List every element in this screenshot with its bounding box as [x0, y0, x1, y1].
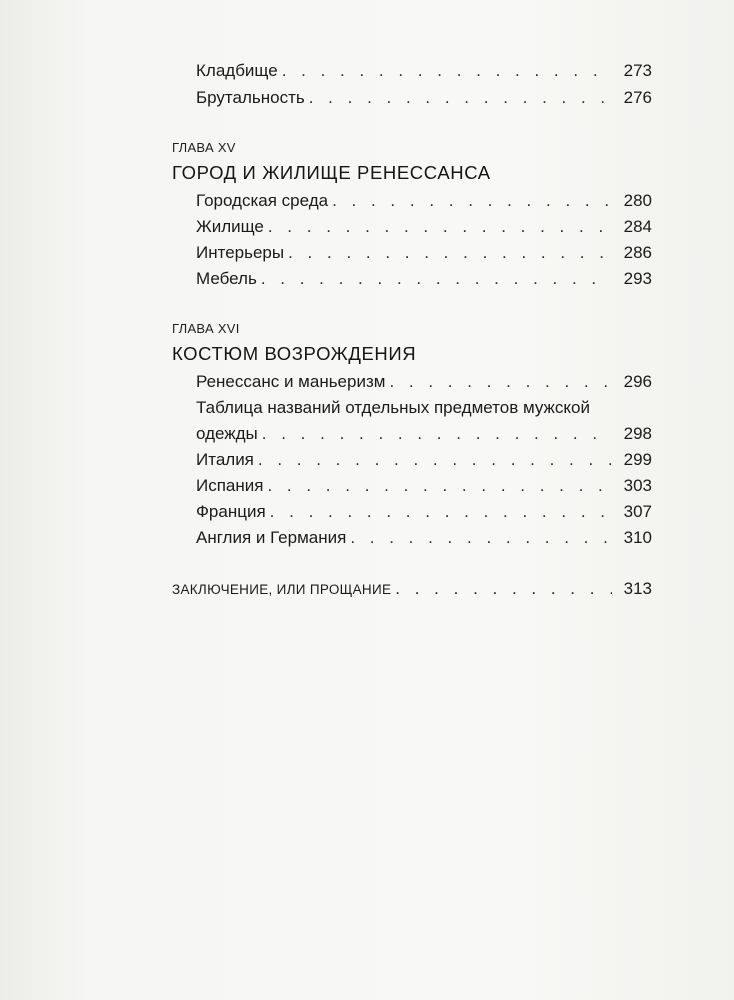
leader-dots [267, 473, 612, 499]
toc-entry-page: 273 [623, 61, 652, 80]
toc-entry-title: Испания [196, 476, 264, 495]
toc-entry-title: Городская среда [196, 191, 329, 210]
chapter-title: ГОРОД И ЖИЛИЩЕ РЕНЕССАНСА [172, 162, 491, 183]
toc-entry [196, 369, 652, 395]
toc-entry-page: 310 [623, 528, 652, 547]
toc-entry [196, 499, 652, 525]
toc-entry [196, 266, 652, 292]
toc-entry-page: 293 [623, 269, 652, 288]
toc-entry [196, 525, 652, 551]
leader-dots [389, 369, 612, 395]
toc-entry [196, 58, 652, 84]
chapter-label: ГЛАВА XV [172, 140, 236, 155]
toc-entry [196, 473, 652, 499]
chapter-title: КОСТЮМ ВОЗРОЖДЕНИЯ [172, 343, 417, 364]
leader-dots [261, 266, 612, 292]
toc-entry-page: 284 [623, 217, 652, 236]
leader-dots [262, 421, 612, 447]
toc-entry [196, 188, 652, 214]
toc-entry [196, 240, 652, 266]
leader-dots [395, 576, 612, 602]
toc-entry-title: Англия и Германия [196, 528, 347, 547]
toc-entry-page: 303 [623, 476, 652, 495]
toc-entry-title: Брутальность [196, 88, 305, 107]
toc-entry-title: Жилище [196, 217, 264, 236]
toc-entry-page: 298 [623, 424, 652, 443]
toc-entry-title: Италия [196, 450, 254, 469]
toc-entry [196, 85, 652, 111]
toc-entry-title-line1: Таблица названий отдельных предметов мужской [196, 398, 591, 417]
toc-entry-title: Кладбище [196, 61, 278, 80]
leader-dots [332, 188, 612, 214]
toc-entry-title: одежды [196, 424, 258, 443]
leader-dots [268, 214, 612, 240]
toc-entry-page: 313 [623, 579, 652, 598]
toc-entry-page: 280 [623, 191, 652, 210]
chapter-label: ГЛАВА XVI [172, 321, 240, 336]
leader-dots [288, 240, 612, 266]
toc-entry-page: 296 [623, 372, 652, 391]
toc-entry-title: Интерьеры [196, 243, 285, 262]
toc-entry-title: Мебель [196, 269, 257, 288]
toc-entry-title: Франция [196, 502, 266, 521]
toc-entry-page: 286 [623, 243, 652, 262]
toc-entry-conclusion [172, 576, 652, 602]
toc-entry [196, 214, 652, 240]
toc-entry-title: Ренессанс и маньеризм [196, 372, 386, 391]
toc-entry-page: 307 [623, 502, 652, 521]
toc-entry-page: 299 [623, 450, 652, 469]
leader-dots [309, 85, 612, 111]
leader-dots [282, 58, 612, 84]
leader-dots [258, 447, 612, 473]
toc-entry-page: 276 [623, 88, 652, 107]
leader-dots [270, 499, 612, 525]
toc-entry [196, 447, 652, 473]
toc-entry-title: ЗАКЛЮЧЕНИЕ, ИЛИ ПРОЩАНИЕ [172, 582, 392, 597]
toc-entry [196, 421, 652, 447]
leader-dots [350, 525, 612, 551]
